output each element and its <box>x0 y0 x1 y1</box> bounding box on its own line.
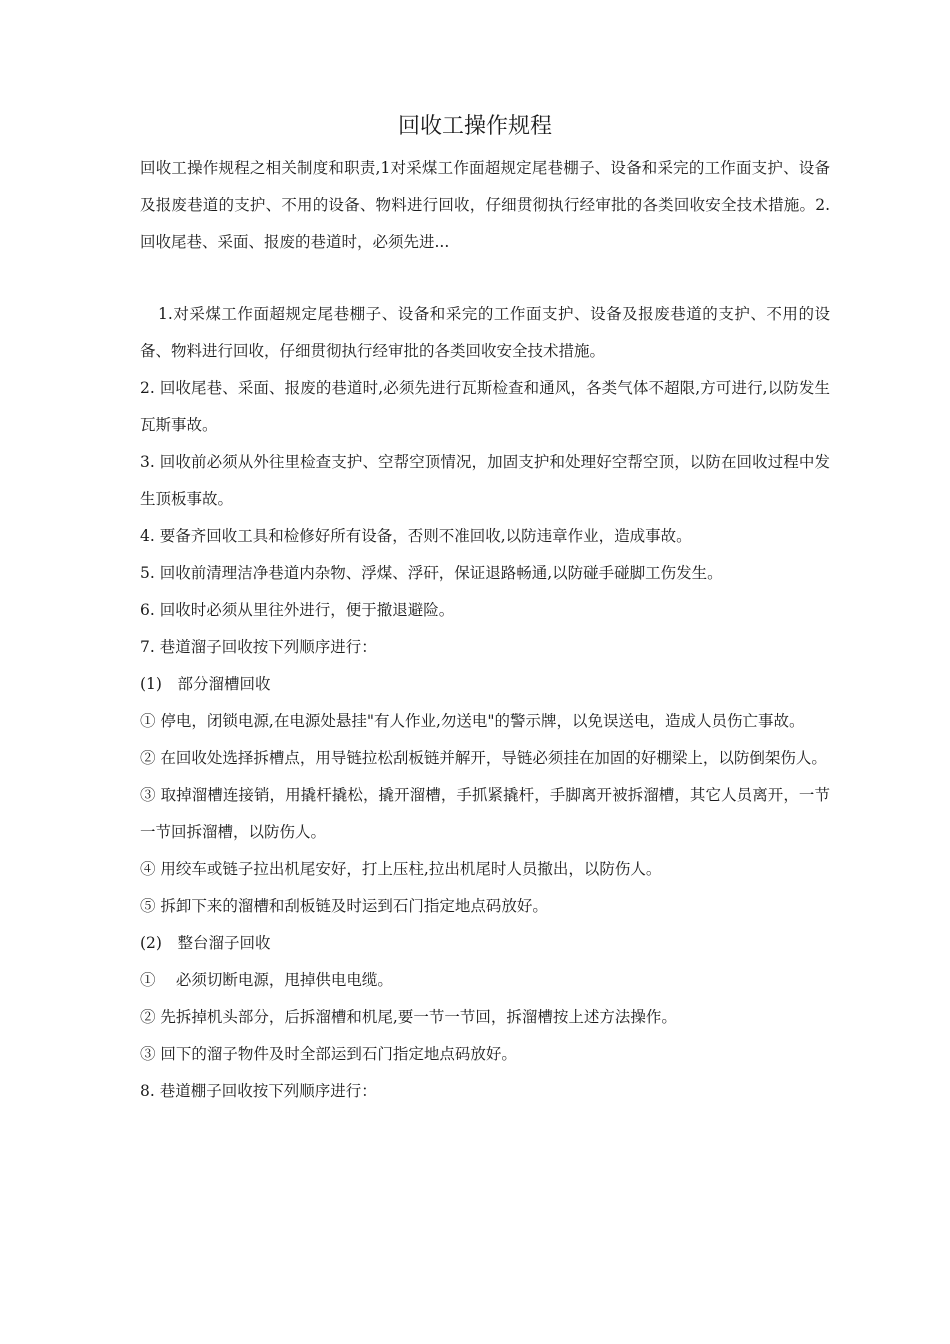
document-title: 回收工操作规程 <box>397 114 552 139</box>
step-2: ② 在回收处选择拆槽点，用导链拉松刮板链并解开，导链必须挂在加固的好棚梁上，以防倒架伤人。 <box>140 749 827 767</box>
step-3: ③ 取掉溜槽连接销，用撬杆撬松，撬开溜槽，手抓紧撬杆，手脚离开被拆溜槽，其它人员离开，一节一节回拆溜槽，以防伤人。 <box>140 786 830 841</box>
subheading-partial-chute-recovery: (1) 部分溜槽回收 <box>140 675 271 693</box>
document-body <box>140 296 830 1110</box>
step-full-3: ③ 回下的溜子物件及时全部运到石门指定地点码放好。 <box>140 1045 517 1063</box>
document-summary: 回收工操作规程之相关制度和职责,1对采煤工作面超规定尾巷棚子、设备和采完的工作面支护、设备及报废巷道的支护、不用的设备、物料进行回收，仔细贯彻执行经审批的各类回收安全技术措施。2.回收尾巷、采面、报废的巷道时，必须先进... <box>140 159 830 251</box>
paragraph-3: 3. 回收前必须从外往里检查支护、空帮空顶情况，加固支护和处理好空帮空顶，以防在回收过程中发生顶板事故。 <box>140 453 830 508</box>
paragraph-2: 2. 回收尾巷、采面、报废的巷道时,必须先进行瓦斯检查和通风，各类气体不超限,方可进行,以防发生瓦斯事故。 <box>140 379 830 434</box>
step-4: ④ 用绞车或链子拉出机尾安好，打上压柱,拉出机尾时人员撤出，以防伤人。 <box>140 860 662 878</box>
step-full-1: ① 必须切断电源，甩掉供电电缆。 <box>140 971 393 989</box>
paragraph-1: 1.对采煤工作面超规定尾巷棚子、设备和采完的工作面支护、设备及报废巷道的支护、不用的设备、物料进行回收，仔细贯彻执行经审批的各类回收安全技术措施。 <box>140 305 830 360</box>
paragraph-8: 8. 巷道棚子回收按下列顺序进行： <box>140 1082 377 1100</box>
paragraph-6: 6. 回收时必须从里往外进行，便于撤退避险。 <box>140 601 455 619</box>
step-5: ⑤ 拆卸下来的溜槽和刮板链及时运到石门指定地点码放好。 <box>140 897 548 915</box>
paragraph-5: 5. 回收前清理洁净巷道内杂物、浮煤、浮矸，保证退路畅通,以防碰手碰脚工伤发生。 <box>140 564 723 582</box>
paragraph-4: 4. 要备齐回收工具和检修好所有设备，否则不准回收,以防违章作业，造成事故。 <box>140 527 692 545</box>
step-full-2: ② 先拆掉机头部分，后拆溜槽和机尾,要一节一节回，拆溜槽按上述方法操作。 <box>140 1008 677 1026</box>
step-1: ① 停电，闭锁电源,在电源处悬挂"有人作业,勿送电"的警示牌，以免误送电，造成人员伤亡事故。 <box>140 712 805 730</box>
subheading-full-conveyor-recovery: (2) 整台溜子回收 <box>140 934 271 952</box>
paragraph-7: 7. 巷道溜子回收按下列顺序进行： <box>140 638 377 656</box>
